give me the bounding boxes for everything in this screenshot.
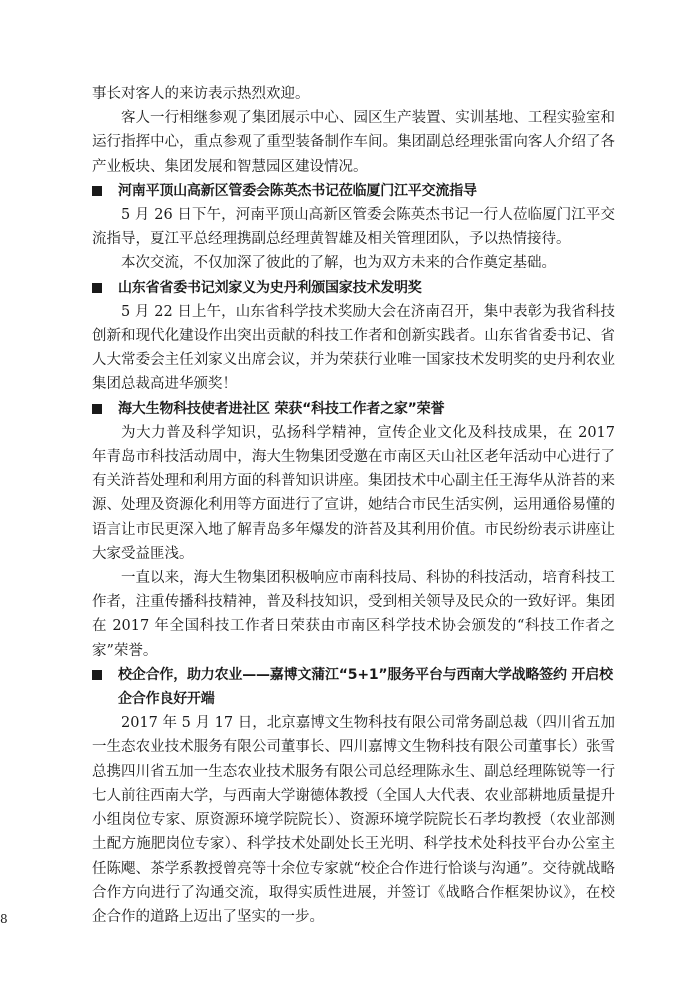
paragraph: 为大力普及科学知识，弘扬科学精神，宣传企业文化及科技成果，在 2017 年青岛市科技活动周中，海大生物集团受邀在市南区天山社区老年活动中心进行了有关浒苔处理和利用方面的科普知识讲座。集团技术中心副主任王海华从浒苔的来源、处理及资源化利用等方面进行了宣讲，她结合市民生活实例，运用通俗易懂的语言让市民更深入地了解青岛多年爆发的浒苔及其利用价值。市民纷纷表示讲座让大家受益匪浅。 <box>92 424 615 562</box>
paragraph: 事长对客人的来访表示热烈欢迎。 <box>92 86 310 102</box>
square-bullet-icon <box>92 670 102 680</box>
paragraph: 本次交流，不仅加深了彼此的了解，也为双方未来的合作奠定基础。 <box>121 255 556 272</box>
section-heading <box>92 179 615 203</box>
square-bullet-icon <box>92 186 102 196</box>
paragraph: 2017 年 5 月 17 日，北京嘉博文生物科技有限公司常务副总裁（四川省五加一生态农业技术服务有限公司董事长、四川嘉博文生物科技有限公司董事长）张雪总携四川省五加一生态农业技术服务有限公司总经理陈永生、副总经理陈锐等一行七人前往西南大学，与西南大学谢德体教授（全国人大代表、农业部耕地质量提升小组岗位专家、原资源环境学院院长）、资源环境学院院长石孝均教授（农业部测土配方施肥岗位专家）、科学技术处副处长王光明、科学技术处科技平台办公室主任陈飔、茶学系教授曾亮等十余位专家就“校企合作进行恰谈与沟通”。交待就战略合作方向进行了沟通交流，取得实质性进展，并签订《战略合作框架协议》，在校企合作的道路上迈出了坚实的一步。 <box>92 715 615 925</box>
heading-text: 山东省省委书记刘家义为史丹利颁国家技术发明奖 <box>118 279 422 296</box>
section-heading <box>92 397 615 421</box>
paragraph: 客人一行相继参观了集团展示中心、园区生产装置、实训基地、工程实验室和运行指挥中心，重点参观了重型装备制作车间。集团副总经理张雷向客人介绍了各产业板块、集团发展和智慧园区建设情况。 <box>92 110 615 175</box>
paragraph: 5 月 26 日下午，河南平顶山高新区管委会陈英杰书记一行人莅临厦门江平交流指导，夏江平总经理携副总经理黄智雄及相关管理团队，予以热情接待。 <box>92 207 615 248</box>
page-number: 8 <box>0 912 8 926</box>
heading-text: 校企合作，助力农业——嘉博文蒲江“5+1”服务平台与西南大学战略签约 开启校企合作良好开端 <box>118 666 613 708</box>
page-body <box>92 82 615 929</box>
paragraph: 5 月 22 日上午，山东省科学技术奖励大会在济南召开，集中表彰为我省科技创新和现代化建设作出突出贡献的科技工作者和创新实践者。山东省省委书记、省人大常委会主任刘家义出席会议，并为荣获行业唯一国家技术发明奖的史丹利农业集团总裁高进华颁奖！ <box>92 303 615 393</box>
paragraph: 一直以来，海大生物集团积极响应市南科技局、科协的科技活动，培育科技工作者，注重传播科技精神，普及科技知识，受到相关领导及民众的一致好评。集团在 2017 年全国科技工作者日荣获由市南区科学技术协会颁发的“科技工作者之家”荣誉。 <box>92 570 615 659</box>
section-heading <box>92 663 615 711</box>
section-heading <box>92 276 615 300</box>
square-bullet-icon <box>92 404 102 414</box>
square-bullet-icon <box>92 283 102 293</box>
heading-text: 河南平顶山高新区管委会陈英杰书记莅临厦门江平交流指导 <box>118 182 477 199</box>
heading-text: 海大生物科技使者进社区 荣获“科技工作者之家”荣誉 <box>118 400 445 417</box>
